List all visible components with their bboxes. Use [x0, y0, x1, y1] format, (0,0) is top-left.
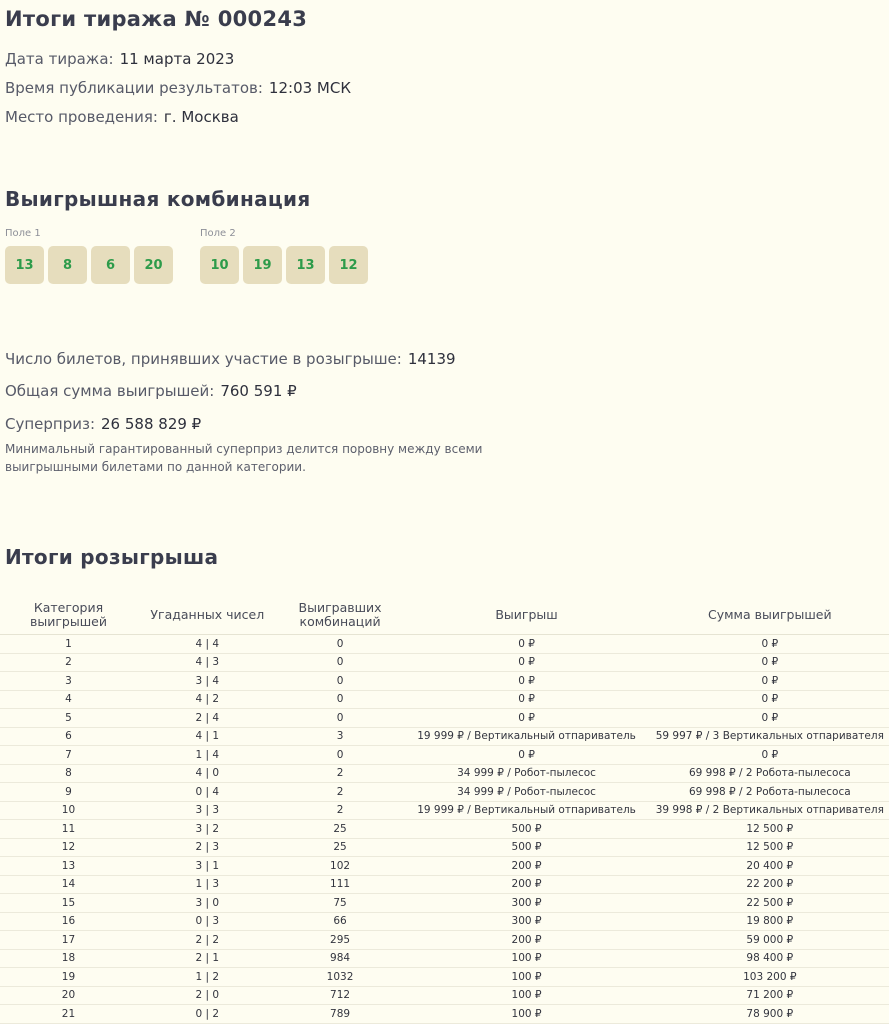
category-cell: 10	[0, 801, 137, 820]
column-header-prize-total: Сумма выигрышей	[651, 596, 889, 635]
prize-cell: 34 999 ₽ / Робот-пылесос	[402, 783, 650, 802]
matched-cell: 0 | 3	[137, 912, 278, 931]
prize-cell: 0 ₽	[402, 672, 650, 691]
superprize-note: Минимальный гарантированный суперприз делится поровну между всеми выигрышными билетами по данной категории.	[5, 442, 483, 474]
winners-cell: 2	[278, 801, 403, 820]
table-row	[0, 875, 889, 894]
results-heading: Итоги розыгрыша	[5, 545, 219, 569]
winners-cell: 25	[278, 838, 403, 857]
matched-cell: 2 | 2	[137, 931, 278, 950]
table-row	[0, 894, 889, 913]
matched-cell: 4 | 2	[137, 690, 278, 709]
winners-cell: 0	[278, 635, 403, 654]
category-cell: 21	[0, 1005, 137, 1024]
winning-number: 12	[329, 246, 368, 284]
matched-cell: 4 | 4	[137, 635, 278, 654]
category-cell: 4	[0, 690, 137, 709]
winners-cell: 712	[278, 986, 403, 1005]
superprize-value: 26 588 829 ₽	[101, 415, 202, 433]
category-cell: 11	[0, 820, 137, 839]
publication-time-value: 12:03 МСК	[268, 79, 351, 97]
table-row	[0, 968, 889, 987]
prize-total-cell: 19 800 ₽	[651, 912, 889, 931]
prize-total-cell: 0 ₽	[651, 635, 889, 654]
winners-cell: 1032	[278, 968, 403, 987]
matched-cell: 0 | 2	[137, 1005, 278, 1024]
prize-total-cell: 12 500 ₽	[651, 838, 889, 857]
winners-cell: 111	[278, 875, 403, 894]
category-cell: 17	[0, 931, 137, 950]
prize-total-cell: 59 997 ₽ / 3 Вертикальных отпаривателя	[651, 727, 889, 746]
prize-total-cell: 103 200 ₽	[651, 968, 889, 987]
total-winnings-value: 760 591 ₽	[220, 382, 297, 400]
prize-cell: 0 ₽	[402, 690, 650, 709]
tickets-count-label: Число билетов, принявших участие в розыгрыше:	[5, 350, 402, 368]
matched-cell: 1 | 4	[137, 746, 278, 765]
category-cell: 6	[0, 727, 137, 746]
matched-cell: 1 | 2	[137, 968, 278, 987]
matched-cell: 4 | 3	[137, 653, 278, 672]
prize-cell: 300 ₽	[402, 912, 650, 931]
table-row	[0, 635, 889, 654]
table-row	[0, 931, 889, 950]
prize-total-cell: 22 500 ₽	[651, 894, 889, 913]
winning-number: 6	[91, 246, 130, 284]
draw-date	[5, 50, 234, 68]
prize-total-cell: 71 200 ₽	[651, 986, 889, 1005]
prize-cell: 200 ₽	[402, 875, 650, 894]
prize-cell: 0 ₽	[402, 635, 650, 654]
winners-cell: 0	[278, 709, 403, 728]
total-winnings	[5, 382, 297, 400]
prize-cell: 500 ₽	[402, 820, 650, 839]
category-cell: 12	[0, 838, 137, 857]
table-row	[0, 727, 889, 746]
prize-cell: 100 ₽	[402, 968, 650, 987]
table-row	[0, 709, 889, 728]
category-cell: 2	[0, 653, 137, 672]
matched-cell: 3 | 0	[137, 894, 278, 913]
prize-total-cell: 69 998 ₽ / 2 Робота-пылесоса	[651, 764, 889, 783]
winners-cell: 2	[278, 764, 403, 783]
prize-cell: 19 999 ₽ / Вертикальный отпариватель	[402, 727, 650, 746]
winners-cell: 0	[278, 672, 403, 691]
category-cell: 15	[0, 894, 137, 913]
prize-total-cell: 22 200 ₽	[651, 875, 889, 894]
winners-cell: 295	[278, 931, 403, 950]
winning-number: 19	[243, 246, 282, 284]
matched-cell: 3 | 2	[137, 820, 278, 839]
prize-cell: 0 ₽	[402, 746, 650, 765]
table-row	[0, 672, 889, 691]
table-row	[0, 690, 889, 709]
draw-location	[5, 108, 239, 126]
winners-cell: 75	[278, 894, 403, 913]
prize-total-cell: 78 900 ₽	[651, 1005, 889, 1024]
winning-number: 13	[5, 246, 44, 284]
field-1-label: Поле 1	[5, 228, 41, 239]
total-winnings-label: Общая сумма выигрышей:	[5, 382, 215, 400]
table-row	[0, 801, 889, 820]
tickets-count	[5, 350, 456, 368]
publication-time	[5, 79, 351, 97]
prize-cell: 100 ₽	[402, 949, 650, 968]
winners-cell: 66	[278, 912, 403, 931]
prize-total-cell: 12 500 ₽	[651, 820, 889, 839]
matched-cell: 3 | 1	[137, 857, 278, 876]
winning-number: 10	[200, 246, 239, 284]
prize-total-cell: 20 400 ₽	[651, 857, 889, 876]
category-cell: 20	[0, 986, 137, 1005]
category-cell: 19	[0, 968, 137, 987]
prize-cell: 19 999 ₽ / Вертикальный отпариватель	[402, 801, 650, 820]
table-row	[0, 857, 889, 876]
prize-cell: 200 ₽	[402, 931, 650, 950]
category-cell: 3	[0, 672, 137, 691]
column-header-winning-combinations: Выигравших комбинаций	[278, 596, 403, 635]
column-header-category: Категория выигрышей	[0, 596, 137, 635]
winning-number: 20	[134, 246, 173, 284]
table-row	[0, 986, 889, 1005]
matched-cell: 2 | 1	[137, 949, 278, 968]
results-header-row	[0, 596, 889, 635]
matched-cell: 4 | 0	[137, 764, 278, 783]
tickets-count-value: 14139	[407, 350, 456, 368]
table-row	[0, 764, 889, 783]
prize-cell: 34 999 ₽ / Робот-пылесос	[402, 764, 650, 783]
winners-cell: 0	[278, 653, 403, 672]
prize-total-cell: 0 ₽	[651, 709, 889, 728]
prize-cell: 200 ₽	[402, 857, 650, 876]
superprize	[5, 415, 201, 433]
category-cell: 13	[0, 857, 137, 876]
prize-total-cell: 59 000 ₽	[651, 931, 889, 950]
winners-cell: 102	[278, 857, 403, 876]
winners-cell: 25	[278, 820, 403, 839]
page-title: Итоги тиража № 000243	[5, 7, 308, 31]
publication-time-label: Время публикации результатов:	[5, 79, 263, 97]
category-cell: 16	[0, 912, 137, 931]
matched-cell: 0 | 4	[137, 783, 278, 802]
category-cell: 7	[0, 746, 137, 765]
column-header-matched: Угаданных чисел	[137, 596, 278, 635]
category-cell: 14	[0, 875, 137, 894]
category-cell: 18	[0, 949, 137, 968]
table-row	[0, 949, 889, 968]
results-table	[0, 596, 889, 1024]
matched-cell: 3 | 4	[137, 672, 278, 691]
prize-cell: 100 ₽	[402, 986, 650, 1005]
matched-cell: 1 | 3	[137, 875, 278, 894]
winners-cell: 2	[278, 783, 403, 802]
winners-cell: 984	[278, 949, 403, 968]
draw-date-label: Дата тиража:	[5, 50, 114, 68]
field-1-numbers	[5, 246, 173, 284]
table-row	[0, 746, 889, 765]
winners-cell: 0	[278, 746, 403, 765]
category-cell: 9	[0, 783, 137, 802]
prize-total-cell: 0 ₽	[651, 690, 889, 709]
winning-number: 8	[48, 246, 87, 284]
winners-cell: 0	[278, 690, 403, 709]
table-row	[0, 1005, 889, 1024]
winners-cell: 3	[278, 727, 403, 746]
winners-cell: 789	[278, 1005, 403, 1024]
prize-cell: 300 ₽	[402, 894, 650, 913]
matched-cell: 3 | 3	[137, 801, 278, 820]
matched-cell: 2 | 4	[137, 709, 278, 728]
table-row	[0, 838, 889, 857]
matched-cell: 2 | 3	[137, 838, 278, 857]
winning-number: 13	[286, 246, 325, 284]
table-row	[0, 783, 889, 802]
draw-date-value: 11 марта 2023	[119, 50, 235, 68]
field-2-numbers	[200, 246, 368, 284]
column-header-prize: Выигрыш	[402, 596, 650, 635]
prize-total-cell: 69 998 ₽ / 2 Робота-пылесоса	[651, 783, 889, 802]
winning-combination-heading: Выигрышная комбинация	[5, 187, 311, 211]
table-row	[0, 653, 889, 672]
matched-cell: 2 | 0	[137, 986, 278, 1005]
table-row	[0, 912, 889, 931]
prize-total-cell: 0 ₽	[651, 672, 889, 691]
field-2-label: Поле 2	[200, 228, 236, 239]
prize-cell: 0 ₽	[402, 653, 650, 672]
category-cell: 1	[0, 635, 137, 654]
superprize-label: Суперприз:	[5, 415, 96, 433]
prize-total-cell: 39 998 ₽ / 2 Вертикальных отпаривателя	[651, 801, 889, 820]
category-cell: 5	[0, 709, 137, 728]
prize-cell: 500 ₽	[402, 838, 650, 857]
table-row	[0, 820, 889, 839]
prize-cell: 100 ₽	[402, 1005, 650, 1024]
prize-total-cell: 0 ₽	[651, 653, 889, 672]
matched-cell: 4 | 1	[137, 727, 278, 746]
prize-total-cell: 98 400 ₽	[651, 949, 889, 968]
prize-cell: 0 ₽	[402, 709, 650, 728]
category-cell: 8	[0, 764, 137, 783]
draw-location-value: г. Москва	[163, 108, 239, 126]
draw-location-label: Место проведения:	[5, 108, 158, 126]
prize-total-cell: 0 ₽	[651, 746, 889, 765]
